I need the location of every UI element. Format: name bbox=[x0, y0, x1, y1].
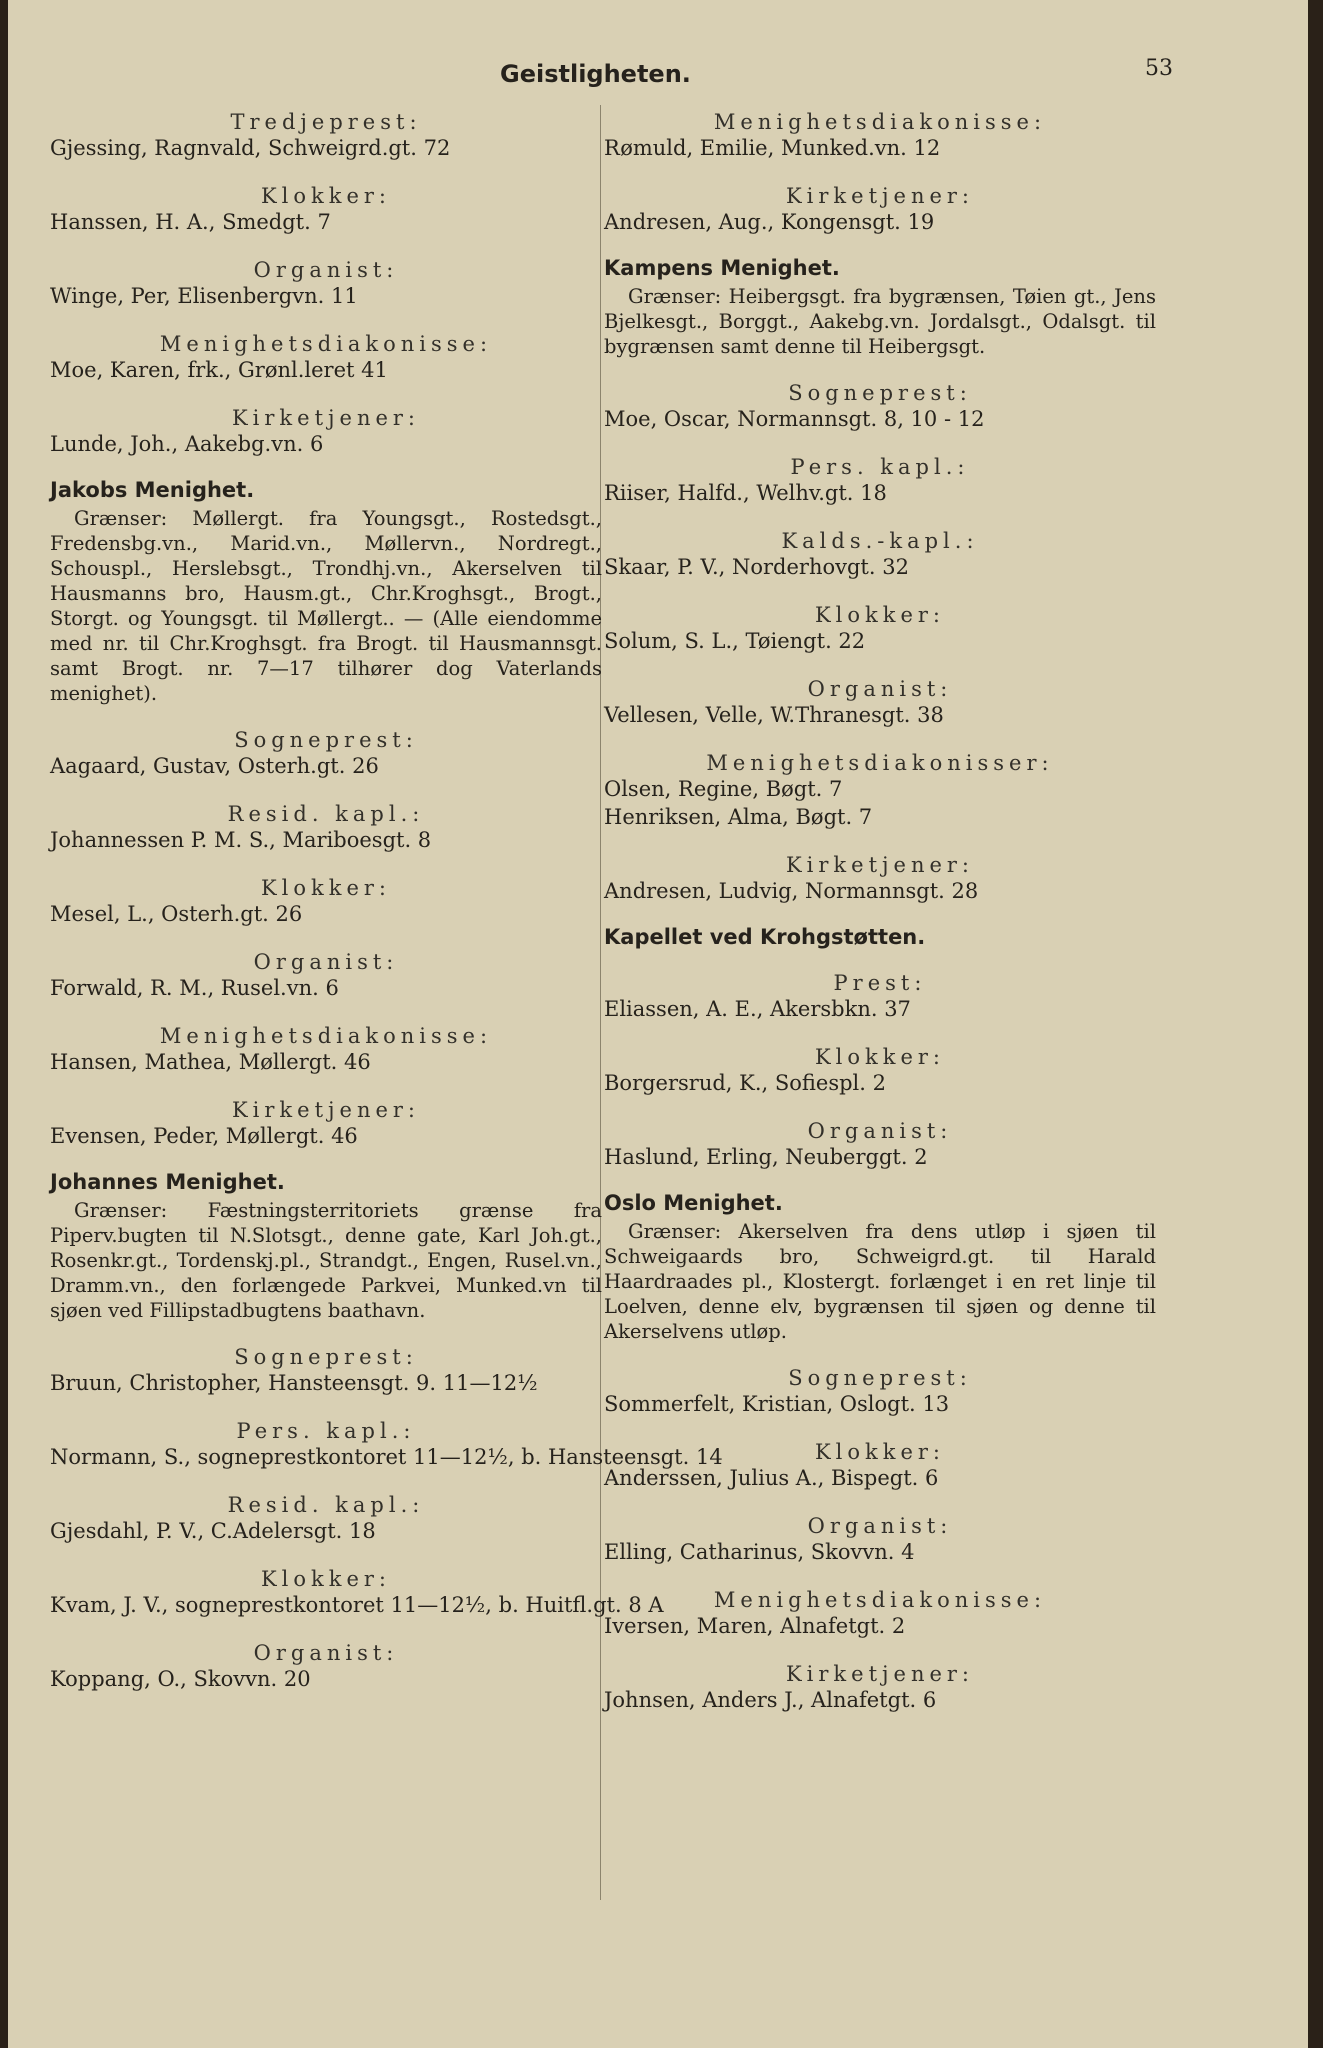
role-heading: Prest: bbox=[833, 971, 927, 995]
person-entry: Winge, Per, Elisenbergvn. 11 bbox=[50, 284, 358, 308]
role-heading: Pers. kapl.: bbox=[790, 455, 970, 479]
person-entry: Solum, S. L., Tøiengt. 22 bbox=[604, 629, 866, 653]
role-heading: Menighetsdiakonisser: bbox=[706, 751, 1054, 775]
role-heading: Organist: bbox=[253, 1641, 399, 1665]
role-heading: Klokker: bbox=[814, 1440, 946, 1464]
person-entry: Vellesen, Velle, W.Thranesgt. 38 bbox=[604, 703, 944, 727]
person-entry: Aagaard, Gustav, Osterh.gt. 26 bbox=[50, 754, 379, 778]
parish-heading: Jakobs Menighet. bbox=[50, 478, 255, 502]
person-entry: Forwald, R. M., Rusel.vn. 6 bbox=[50, 976, 339, 1000]
person-entry: Normann, S., sogneprestkontoret 11—12½, b. Hansteensgt. 14 bbox=[50, 1445, 723, 1469]
person-entry: Gjesdahl, P. V., C.Adelersgt. 18 bbox=[50, 1519, 376, 1543]
person-entry: Moe, Oscar, Normannsgt. 8, 10 - 12 bbox=[604, 407, 985, 431]
person-entry: Rømuld, Emilie, Munked.vn. 12 bbox=[604, 136, 941, 160]
person-entry: Bruun, Christopher, Hansteensgt. 9. 11—12½ bbox=[50, 1371, 538, 1395]
parish-heading: Kampens Menighet. bbox=[604, 256, 840, 280]
role-heading: Organist: bbox=[807, 1514, 953, 1538]
person-entry: Riiser, Halfd., Welhv.gt. 18 bbox=[604, 481, 887, 505]
document-page bbox=[8, 0, 1308, 2048]
role-heading: Menighetsdiakonisse: bbox=[159, 332, 493, 356]
person-entry: Henriksen, Alma, Bøgt. 7 bbox=[604, 805, 873, 829]
person-entry: Hanssen, H. A., Smedgt. 7 bbox=[50, 210, 331, 234]
person-entry: Hansen, Mathea, Møllergt. 46 bbox=[50, 1050, 371, 1074]
role-heading: Klokker: bbox=[260, 1567, 392, 1591]
person-entry: Moe, Karen, frk., Grønl.leret 41 bbox=[50, 358, 388, 382]
right-column bbox=[604, 108, 1156, 1714]
role-heading: Pers. kapl.: bbox=[236, 1419, 416, 1443]
role-heading: Sogneprest: bbox=[788, 1366, 972, 1390]
person-entry: Evensen, Peder, Møllergt. 46 bbox=[50, 1124, 358, 1148]
role-heading: Sogneprest: bbox=[788, 381, 972, 405]
role-heading: Kalds.-kapl.: bbox=[781, 529, 979, 553]
role-heading: Organist: bbox=[807, 677, 953, 701]
person-entry: Johnsen, Anders J., Alnafetgt. 6 bbox=[604, 1688, 937, 1712]
person-entry: Johannessen P. M. S., Mariboesgt. 8 bbox=[50, 828, 432, 852]
parish-heading: Oslo Menighet. bbox=[604, 1191, 783, 1215]
person-entry: Kvam, J. V., sogneprestkontoret 11—12½, b. Huitfl.gt. 8 A bbox=[50, 1593, 664, 1617]
role-heading: Klokker: bbox=[814, 1045, 946, 1069]
person-entry: Olsen, Regine, Bøgt. 7 bbox=[604, 777, 843, 801]
parish-boundary-text: Grænser: Møllergt. fra Youngsgt., Rostedsgt., Fredensbg.vn., Marid.vn., Møllervn., Nordregt., Schouspl., Herslebsgt., Trondhj.vn., Akerselven til Hausmanns bro, Hausm.gt., Chr.Kroghsgt., Brogt., Storgt. og Youngsgt. til Møllergt.. — (Alle eiendomme med nr. til Chr.Kroghsgt. fra Brogt. til Hausmannsgt. samt Brogt. nr. 7—17 tilhører dog Vaterlands menighet). bbox=[50, 507, 602, 705]
role-heading: Klokker: bbox=[814, 603, 946, 627]
role-heading: Klokker: bbox=[260, 876, 392, 900]
person-entry: Anderssen, Julius A., Bispegt. 6 bbox=[604, 1466, 939, 1490]
role-heading: Organist: bbox=[253, 258, 399, 282]
person-entry: Sommerfelt, Kristian, Oslogt. 13 bbox=[604, 1392, 950, 1416]
role-heading: Menighetsdiakonisse: bbox=[159, 1024, 493, 1048]
person-entry: Iversen, Maren, Alnafetgt. 2 bbox=[604, 1614, 906, 1638]
person-entry: Andresen, Ludvig, Normannsgt. 28 bbox=[604, 879, 979, 903]
person-entry: Haslund, Erling, Neuberggt. 2 bbox=[604, 1145, 928, 1169]
parish-heading: Johannes Menighet. bbox=[50, 1170, 285, 1194]
parish-boundary-text: Grænser: Fæstningsterritoriets grænse fra Piperv.bugten til N.Slotsgt., denne gate, Karl Joh.gt., Rosenkr.gt., Tordenskj.pl., Strandgt., Engen, Rusel.vn., Dramm.vn., den forlængede Parkvei, Munked.vn til sjøen ved Fillipstadbugtens baathavn. bbox=[50, 1199, 602, 1322]
role-heading: Kirketjener: bbox=[231, 406, 421, 430]
parish-boundary-text: Grænser: Akerselven fra dens utløp i sjøen til Schweigaards bro, Schweigrd.gt. til Harald Haardraades pl., Klostergt. forlænget i en ret linje til Loelven, denne elv, bygrænsen til sjøen og denne til Akerselvens utløp. bbox=[604, 1220, 1156, 1343]
role-heading: Resid. kapl.: bbox=[227, 1493, 425, 1517]
role-heading: Sogneprest: bbox=[234, 728, 418, 752]
person-entry: Skaar, P. V., Norderhovgt. 32 bbox=[604, 555, 909, 579]
person-entry: Mesel, L., Osterh.gt. 26 bbox=[50, 902, 303, 926]
role-heading: Tredjeprest: bbox=[230, 110, 422, 134]
person-entry: Gjessing, Ragnvald, Schweigrd.gt. 72 bbox=[50, 136, 451, 160]
role-heading: Kirketjener: bbox=[785, 184, 975, 208]
role-heading: Kirketjener: bbox=[785, 1662, 975, 1686]
role-heading: Menighetsdiakonisse: bbox=[713, 1588, 1047, 1612]
role-heading: Organist: bbox=[253, 950, 399, 974]
page-title: Geistligheten. bbox=[500, 60, 691, 88]
person-entry: Eliassen, A. E., Akersbkn. 37 bbox=[604, 997, 911, 1021]
person-entry: Elling, Catharinus, Skovvn. 4 bbox=[604, 1540, 915, 1564]
role-heading: Kirketjener: bbox=[785, 853, 975, 877]
parish-boundary-text: Grænser: Heibergsgt. fra bygrænsen, Tøien gt., Jens Bjelkesgt., Borggt., Aakebg.vn. Jordalsgt., Odalsgt. til bygrænsen samt denne til Heibergsgt. bbox=[604, 285, 1156, 358]
role-heading: Resid. kapl.: bbox=[227, 802, 425, 826]
role-heading: Klokker: bbox=[260, 184, 392, 208]
parish-heading: Kapellet ved Krohgstøtten. bbox=[604, 925, 926, 949]
page-number: 53 bbox=[1145, 56, 1173, 81]
person-entry: Borgersrud, K., Sofiespl. 2 bbox=[604, 1071, 886, 1095]
role-heading: Organist: bbox=[807, 1119, 953, 1143]
person-entry: Andresen, Aug., Kongensgt. 19 bbox=[604, 210, 935, 234]
role-heading: Menighetsdiakonisse: bbox=[713, 110, 1047, 134]
person-entry: Lunde, Joh., Aakebg.vn. 6 bbox=[50, 432, 324, 456]
role-heading: Kirketjener: bbox=[231, 1098, 421, 1122]
person-entry: Koppang, O., Skovvn. 20 bbox=[50, 1667, 311, 1691]
role-heading: Sogneprest: bbox=[234, 1345, 418, 1369]
